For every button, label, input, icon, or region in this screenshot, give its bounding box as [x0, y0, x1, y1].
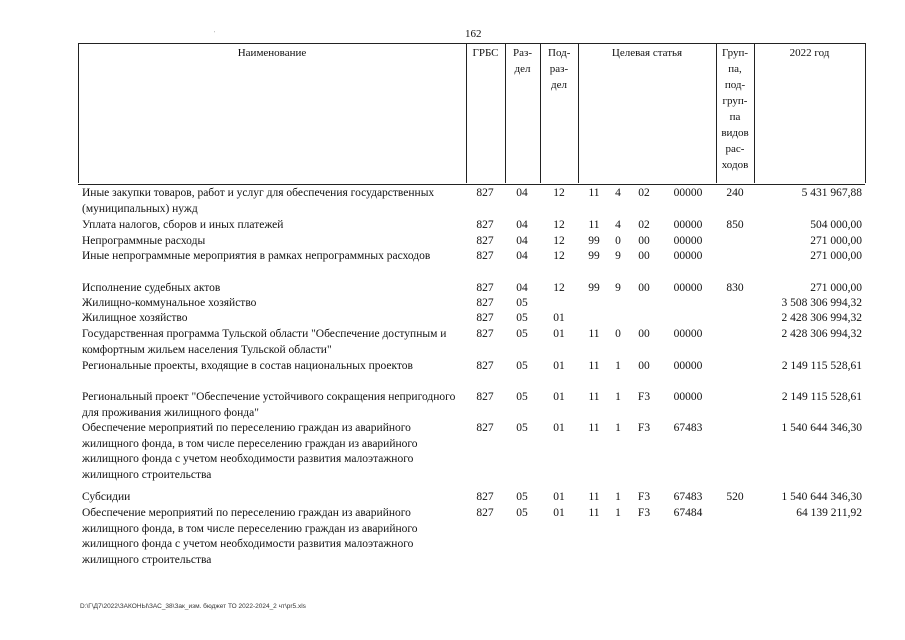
- file-path-footer: D:\Г\Д7\2022\ЗАКОНЫ\ЗАС_38\Зак_изм. бюджет ТО 2022-2024_2 чт\pr5.xls: [80, 603, 306, 610]
- row-target-2: 1: [615, 507, 621, 519]
- header-podrazdel: Под- раз- дел: [548, 47, 571, 91]
- row-podrazdel: 01: [553, 328, 565, 340]
- row-target-3: 00: [638, 282, 650, 294]
- row-target-1: 11: [588, 187, 600, 199]
- row-razdel: 05: [516, 328, 528, 340]
- row-podrazdel: 01: [553, 491, 565, 503]
- header-border: [865, 43, 866, 183]
- row-target-3: 02: [638, 219, 650, 231]
- row-sum: 2 428 306 994,32: [781, 312, 862, 324]
- row-sum: 64 139 211,92: [796, 507, 862, 519]
- row-podrazdel: 12: [553, 219, 565, 231]
- row-target-1: 11: [588, 391, 600, 403]
- header-group: Груп- па, под- груп- па видов рас- ходов: [721, 47, 749, 171]
- row-podrazdel: 01: [553, 422, 565, 434]
- row-target-4: 67483: [673, 422, 703, 434]
- row-podrazdel: 01: [553, 507, 565, 519]
- row-target-3: 00: [638, 250, 650, 262]
- row-razdel: 04: [516, 282, 528, 294]
- row-podrazdel: 12: [553, 282, 565, 294]
- header-grbs: ГРБС: [472, 47, 499, 59]
- row-grbs: 827: [476, 219, 494, 231]
- row-target-1: 11: [588, 507, 600, 519]
- row-name: Жилищное хозяйство: [82, 312, 188, 324]
- row-name: Уплата налогов, сборов и иных платежей: [82, 219, 284, 231]
- row-razdel: 05: [516, 507, 528, 519]
- row-sum: 271 000,00: [810, 235, 862, 247]
- row-grbs: 827: [476, 282, 494, 294]
- row-razdel: 05: [516, 422, 528, 434]
- row-sum: 2 428 306 994,32: [781, 328, 862, 340]
- row-name: Региональный проект "Обеспечение устойчивого сокращения непригодного для проживания жилищного фонда": [82, 391, 456, 419]
- header-divider: [754, 43, 755, 183]
- row-sum: 271 000,00: [810, 250, 862, 262]
- header-name: Наименование: [237, 47, 307, 59]
- row-razdel: 05: [516, 491, 528, 503]
- row-grbs: 827: [476, 328, 494, 340]
- row-target-2: 1: [615, 491, 621, 503]
- row-grbs: 827: [476, 187, 494, 199]
- row-podrazdel: 01: [553, 360, 565, 372]
- row-name: Иные непрограммные мероприятия в рамках непрограммных расходов: [82, 250, 431, 262]
- row-target-2: 9: [615, 250, 621, 262]
- row-group: 240: [726, 187, 744, 199]
- row-target-3: F3: [637, 422, 651, 434]
- row-sum: 5 431 967,88: [801, 187, 862, 199]
- row-razdel: 04: [516, 250, 528, 262]
- row-sum: 1 540 644 346,30: [781, 422, 862, 434]
- row-target-3: 00: [638, 328, 650, 340]
- row-target-2: 4: [615, 219, 621, 231]
- row-group: 520: [726, 491, 744, 503]
- row-sum: 271 000,00: [810, 282, 862, 294]
- row-target-1: 99: [588, 235, 600, 247]
- row-razdel: 04: [516, 235, 528, 247]
- row-target-2: 4: [615, 187, 621, 199]
- row-sum: 2 149 115 528,61: [781, 360, 862, 372]
- row-target-4: 67483: [673, 491, 703, 503]
- row-target-4: 67484: [673, 507, 703, 519]
- page-number: 162: [465, 28, 482, 40]
- row-target-3: 00: [638, 360, 650, 372]
- row-razdel: 04: [516, 219, 528, 231]
- row-target-2: 0: [615, 328, 621, 340]
- row-name: Непрограммные расходы: [82, 235, 206, 247]
- row-razdel: 05: [516, 360, 528, 372]
- row-target-2: 9: [615, 282, 621, 294]
- header-divider: [578, 43, 579, 183]
- row-target-4: 00000: [673, 250, 703, 262]
- row-target-3: 02: [638, 187, 650, 199]
- row-target-4: 00000: [673, 328, 703, 340]
- row-target-1: 99: [588, 250, 600, 262]
- row-group: 850: [726, 219, 744, 231]
- row-name: Исполнение судебных актов: [82, 282, 221, 294]
- row-target-1: 11: [588, 422, 600, 434]
- header-divider: [466, 43, 467, 183]
- row-target-4: 00000: [673, 219, 703, 231]
- row-sum: 2 149 115 528,61: [781, 391, 862, 403]
- row-grbs: 827: [476, 250, 494, 262]
- row-grbs: 827: [476, 491, 494, 503]
- row-target-4: 00000: [673, 282, 703, 294]
- row-target-4: 00000: [673, 360, 703, 372]
- row-target-3: F3: [637, 507, 651, 519]
- row-razdel: 04: [516, 187, 528, 199]
- row-razdel: 05: [516, 391, 528, 403]
- row-razdel: 05: [516, 312, 528, 324]
- row-name: Иные закупки товаров, работ и услуг для обеспечения государственных (муниципальных) нужд: [82, 187, 435, 215]
- row-target-4: 00000: [673, 187, 703, 199]
- row-target-4: 00000: [673, 391, 703, 403]
- row-grbs: 827: [476, 360, 494, 372]
- header-year: 2022 год: [789, 47, 830, 59]
- row-target-1: 11: [588, 219, 600, 231]
- row-target-1: 11: [588, 360, 600, 372]
- row-podrazdel: 01: [553, 391, 565, 403]
- row-target-3: F3: [637, 491, 651, 503]
- row-target-1: 11: [588, 328, 600, 340]
- row-razdel: 05: [516, 297, 528, 309]
- row-target-4: 00000: [673, 235, 703, 247]
- row-name: Обеспечение мероприятий по переселению граждан из аварийного жилищного фонда, в том числе переселению граждан из аварийного жилищного фонда с учетом необходимости развития малоэтажного жилищного строительства: [82, 507, 418, 566]
- row-target-1: 99: [588, 282, 600, 294]
- row-grbs: 827: [476, 391, 494, 403]
- row-target-2: 1: [615, 391, 621, 403]
- row-sum: 3 508 306 994,32: [781, 297, 862, 309]
- row-sum: 1 540 644 346,30: [781, 491, 862, 503]
- row-podrazdel: 01: [553, 312, 565, 324]
- row-group: 830: [726, 282, 744, 294]
- scan-mark: ': [214, 31, 216, 37]
- row-podrazdel: 12: [553, 187, 565, 199]
- row-target-2: 0: [615, 235, 621, 247]
- row-target-3: 00: [638, 235, 650, 247]
- row-grbs: 827: [476, 297, 494, 309]
- row-sum: 504 000,00: [810, 219, 862, 231]
- header-target-article: Целевая статья: [611, 47, 683, 59]
- row-podrazdel: 12: [553, 235, 565, 247]
- row-grbs: 827: [476, 312, 494, 324]
- row-grbs: 827: [476, 422, 494, 434]
- row-name: Субсидии: [82, 491, 131, 503]
- row-name: Региональные проекты, входящие в состав национальных проектов: [82, 360, 413, 372]
- row-target-3: F3: [637, 391, 651, 403]
- header-razdel: Раз- дел: [512, 47, 532, 75]
- row-target-2: 1: [615, 360, 621, 372]
- row-grbs: 827: [476, 235, 494, 247]
- row-grbs: 827: [476, 507, 494, 519]
- row-target-1: 11: [588, 491, 600, 503]
- row-name: Обеспечение мероприятий по переселению граждан из аварийного жилищного фонда, в том числе переселению граждан из аварийного жилищного фонда с учетом необходимости развития малоэтажного жилищного строительства: [82, 422, 418, 481]
- header-border: [78, 43, 79, 183]
- row-podrazdel: 12: [553, 250, 565, 262]
- row-name: Государственная программа Тульской области "Обеспечение доступным и комфортным жильем населения Тульской области": [82, 328, 447, 356]
- row-name: Жилищно-коммунальное хозяйство: [82, 297, 257, 309]
- row-target-2: 1: [615, 422, 621, 434]
